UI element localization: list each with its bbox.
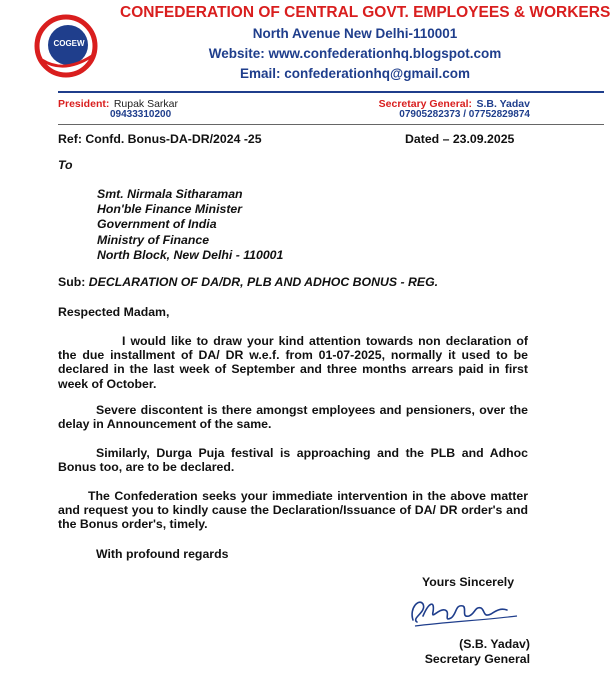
reference-number: Ref: Confd. Bonus-DA-DR/2024 -25 <box>58 132 262 146</box>
organization-email[interactable]: Email: confederationhq@gmail.com <box>240 66 470 81</box>
president-title: President: <box>58 98 110 110</box>
letter-date: Dated – 23.09.2025 <box>405 132 515 146</box>
body-paragraph-3: Similarly, Durga Puja festival is approaching and the PLB and Adhoc Bonus too, are to be declared. <box>58 446 528 475</box>
signatory-title: Secretary General <box>424 652 530 666</box>
header-bottom-divider <box>58 124 604 125</box>
recipient-line: North Block, New Delhi - 110001 <box>97 247 284 262</box>
to-label: To <box>58 158 73 172</box>
regards: With profound regards <box>96 547 229 561</box>
recipient-line: Smt. Nirmala Sitharaman <box>97 187 243 201</box>
president-phone: 09433310200 <box>110 109 172 120</box>
body-paragraph-2: Severe discontent is there amongst employees and pensioners, over the delay in Announcement of the same. <box>58 403 528 432</box>
recipient-line: Hon'ble Finance Minister <box>97 202 243 217</box>
signature <box>405 590 525 630</box>
organization-website[interactable]: Website: www.confederationhq.blogspot.com <box>208 46 502 61</box>
header-divider <box>58 91 604 93</box>
recipient-line: Government of India <box>97 217 217 232</box>
recipient-line: Ministry of Finance <box>97 232 210 247</box>
body-paragraph-1: I would like to draw your kind attention towards non declaration of the due installment of DA/ DR w.e.f. from 01-07-2025, normally it used to be declared in the last week of September and three months arrears paid in first week of October. <box>58 334 528 391</box>
logo-text: COGEW <box>53 39 85 48</box>
closing: Yours Sincerely <box>422 575 515 589</box>
president-name: Rupak Sarkar <box>113 98 179 110</box>
organization-name: CONFEDERATION OF CENTRAL GOVT. EMPLOYEES & WORKERS <box>120 4 611 21</box>
recipient-address <box>97 187 283 263</box>
organization-address: North Avenue New Delhi-110001 <box>252 26 458 41</box>
secretary-phone: 07905282373 / 07752829874 <box>399 109 530 120</box>
body-paragraph-4: The Confederation seeks your immediate intervention in the above matter and request you to kindly cause the Declaration/Issuance of DA/ DR order's and the Bonus order's, timely. <box>58 489 528 532</box>
salutation: Respected Madam, <box>58 305 170 319</box>
subject-label: Sub: <box>58 275 86 289</box>
signatory-name: (S.B. Yadav) <box>459 637 530 651</box>
organization-logo <box>34 14 98 78</box>
subject-text: DECLARATION OF DA/DR, PLB AND ADHOC BONUS - REG. <box>88 275 439 289</box>
secretary-name: S.B. Yadav <box>476 98 530 110</box>
secretary-title: Secretary General: <box>378 98 473 110</box>
subject-line <box>58 275 438 289</box>
